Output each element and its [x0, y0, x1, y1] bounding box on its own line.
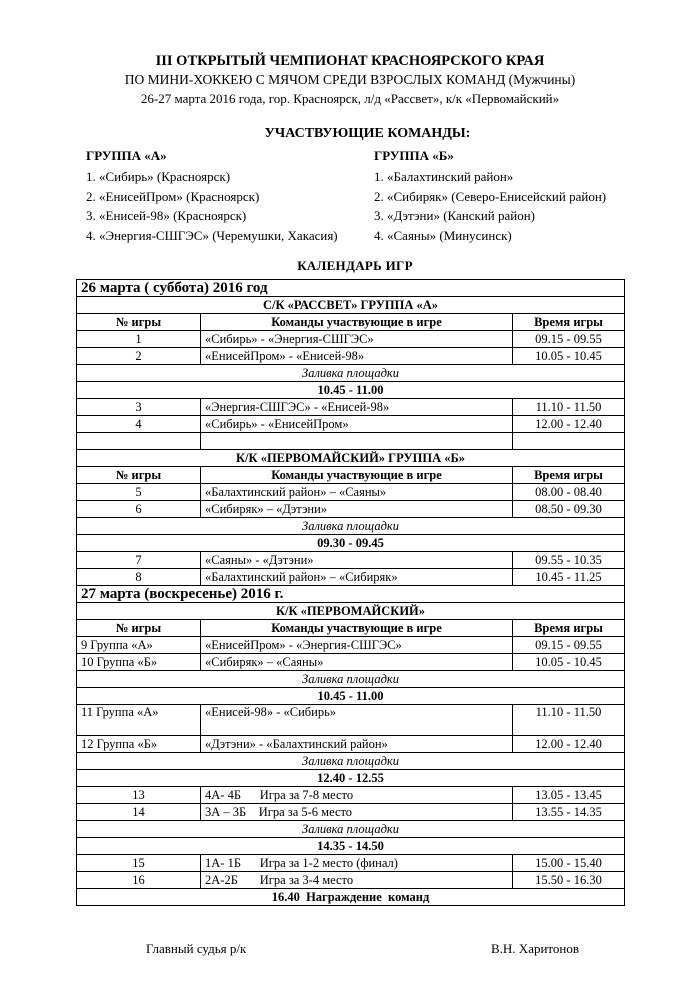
game-time: 08.50 - 09.30: [513, 501, 625, 518]
game-teams: «Енисей-98» - «Сибирь»: [201, 705, 513, 736]
game-teams: «Сибиряк» – «Саяны»: [201, 654, 513, 671]
game-num: 14: [77, 804, 201, 821]
venue-row: [77, 297, 625, 314]
judge-name: В.Н. Харитонов: [491, 941, 580, 956]
break-row: [77, 821, 625, 838]
table-row: [77, 705, 625, 736]
break-time-row: [77, 535, 625, 552]
game-time: 13.05 - 13.45: [513, 787, 625, 804]
venue-row: [77, 450, 625, 467]
group-a: [86, 148, 338, 245]
col-time-header: Время игры: [513, 467, 625, 484]
group-a-team: 1. «Сибирь» (Красноярск): [86, 169, 231, 184]
game-num: 15: [77, 855, 201, 872]
break-time-row: [77, 838, 625, 855]
game-time: 12.00 - 12.40: [513, 736, 625, 753]
game-time: 10.45 - 11.25: [513, 569, 625, 586]
calendar-title: КАЛЕНДАРЬ ИГР: [297, 258, 413, 273]
col-time-header: Время игры: [513, 314, 625, 331]
game-num: 16: [77, 872, 201, 889]
venue-title: К/К «ПЕРВОМАЙСКИЙ» ГРУППА «Б»: [77, 450, 625, 467]
break-row: [77, 753, 625, 770]
game-teams: «Балахтинский район» – «Сибиряк»: [201, 569, 513, 586]
table-row: [77, 348, 625, 365]
table-row: [77, 654, 625, 671]
table-row: [77, 872, 625, 889]
game-time: 10.05 - 10.45: [513, 348, 625, 365]
group-b-team: 1. «Балахтинский район»: [374, 169, 514, 184]
table-row: [77, 736, 625, 753]
break-time: 14.35 - 14.50: [77, 838, 625, 855]
group-a-team: 3. «Енисей-98» (Красноярск): [86, 208, 247, 223]
game-time: 11.10 - 11.50: [513, 705, 625, 736]
table-row: [77, 569, 625, 586]
break-time: 12.40 - 12.55: [77, 770, 625, 787]
break-time: 10.45 - 11.00: [77, 382, 625, 399]
game-teams: «Сибирь» - «Энергия-СШГЭС»: [201, 331, 513, 348]
table-row: [77, 637, 625, 654]
col-num-header: № игры: [77, 467, 201, 484]
break-row: [77, 365, 625, 382]
day-row: [77, 280, 625, 297]
teams-title: УЧАСТВУЮЩИЕ КОМАНДЫ:: [264, 126, 471, 141]
doc-date-venue: 26-27 марта 2016 года, гор. Красноярск, л/д «Рассвет», к/к «Первомайский»: [140, 91, 560, 106]
break-row: [77, 518, 625, 535]
col-teams-header: Команды участвующие в игре: [201, 314, 513, 331]
group-a-team: 2. «ЕнисейПром» (Красноярск): [86, 188, 260, 204]
day-row: [77, 586, 625, 603]
game-num: 7: [77, 552, 201, 569]
col-num-header: № игры: [77, 314, 201, 331]
break-time-row: [77, 688, 625, 705]
game-time: 10.05 - 10.45: [513, 654, 625, 671]
header-row: [77, 467, 625, 484]
table-row: [77, 855, 625, 872]
table-row: [77, 484, 625, 501]
game-num: 2: [77, 348, 201, 365]
game-num: 10 Группа «Б»: [77, 654, 201, 671]
award-row: [77, 889, 625, 906]
game-teams: «Балахтинский район» – «Саяны»: [201, 484, 513, 501]
group-a-title: ГРУППА «А»: [86, 148, 167, 163]
game-teams: «Саяны» - «Дэтэни»: [201, 552, 513, 569]
judge-role: Главный судья р/к: [146, 941, 247, 956]
game-teams: 1А- 1Б Игра за 1-2 место (финал): [201, 855, 513, 872]
day1-title: 26 марта ( суббота) 2016 год: [77, 280, 625, 297]
venue-row: [77, 603, 625, 620]
award-ceremony: 16.40 Награждение команд: [77, 889, 625, 906]
header-row: [77, 314, 625, 331]
group-a-team: 4. «Энергия-СШГЭС» (Черемушки, Хакасия): [86, 227, 338, 243]
game-time: 15.50 - 16.30: [513, 872, 625, 889]
doc-title: III ОТКРЫТЫЙ ЧЕМПИОНАТ КРАСНОЯРСКОГО КРАЯ: [155, 53, 545, 69]
game-time: 09.15 - 09.55: [513, 331, 625, 348]
header-row: [77, 620, 625, 637]
game-time: 15.00 - 15.40: [513, 855, 625, 872]
game-teams: «Дэтэни» - «Балахтинский район»: [201, 736, 513, 753]
table-row: [77, 552, 625, 569]
game-teams: 2А-2Б Игра за 3-4 место: [201, 872, 513, 889]
game-num: 11 Группа «А»: [77, 705, 201, 736]
game-teams: «Энергия-СШГЭС» - «Енисей-98»: [201, 399, 513, 416]
break-label: Заливка площадки: [77, 821, 625, 838]
break-label: Заливка площадки: [77, 671, 625, 688]
break-label: Заливка площадки: [77, 753, 625, 770]
game-teams: 4А- 4Б Игра за 7-8 место: [201, 787, 513, 804]
day2-title: 27 марта (воскресенье) 2016 г.: [77, 586, 625, 603]
break-row: [77, 671, 625, 688]
break-label: Заливка площадки: [77, 518, 625, 535]
col-time-header: Время игры: [513, 620, 625, 637]
game-num: 12 Группа «Б»: [77, 736, 201, 753]
game-time: 13.55 - 14.35: [513, 804, 625, 821]
game-teams: «ЕнисейПром» - «Энергия-СШГЭС»: [201, 637, 513, 654]
game-teams: «Сибирь» - «ЕнисейПром»: [201, 416, 513, 433]
game-time: 08.00 - 08.40: [513, 484, 625, 501]
game-num: 4: [77, 416, 201, 433]
venue-title: К/К «ПЕРВОМАЙСКИЙ»: [77, 603, 625, 620]
game-num: 5: [77, 484, 201, 501]
game-num: 6: [77, 501, 201, 518]
game-time: 11.10 - 11.50: [513, 399, 625, 416]
break-time: 09.30 - 09.45: [77, 535, 625, 552]
group-b-title: ГРУППА «Б»: [374, 148, 454, 163]
doc-subtitle: ПО МИНИ-ХОККЕЮ С МЯЧОМ СРЕДИ ВЗРОСЛЫХ КОМАНД (Мужчины): [124, 72, 576, 87]
empty-row: [77, 433, 625, 450]
game-teams: «Сибиряк» – «Дэтэни»: [201, 501, 513, 518]
col-num-header: № игры: [77, 620, 201, 637]
group-b-team: 2. «Сибиряк» (Северо-Енисейский район): [374, 188, 607, 204]
group-b-team: 4. «Саяны» (Минусинск): [374, 227, 512, 243]
group-b: [374, 148, 606, 245]
empty-cell: [513, 433, 625, 450]
col-teams-header: Команды участвующие в игре: [201, 620, 513, 637]
table-row: [77, 331, 625, 348]
table-row: [77, 501, 625, 518]
game-teams: 3А – 3Б Игра за 5-6 место: [201, 804, 513, 821]
game-time: 09.15 - 09.55: [513, 637, 625, 654]
schedule-table: [76, 279, 625, 906]
venue-title: С/К «РАССВЕТ» ГРУППА «А»: [77, 297, 625, 314]
break-time-row: [77, 382, 625, 399]
game-num: 13: [77, 787, 201, 804]
game-num: 8: [77, 569, 201, 586]
break-label: Заливка площадки: [77, 365, 625, 382]
table-row: [77, 416, 625, 433]
game-time: 12.00 - 12.40: [513, 416, 625, 433]
group-b-team: 3. «Дэтэни» (Канский район): [374, 208, 536, 223]
game-time: 09.55 - 10.35: [513, 552, 625, 569]
break-time-row: [77, 770, 625, 787]
game-num: 1: [77, 331, 201, 348]
break-time: 10.45 - 11.00: [77, 688, 625, 705]
empty-cell: [77, 433, 201, 450]
col-teams-header: Команды участвующие в игре: [201, 467, 513, 484]
game-num: 3: [77, 399, 201, 416]
game-num: 9 Группа «А»: [77, 637, 201, 654]
table-row: [77, 804, 625, 821]
table-row: [77, 787, 625, 804]
empty-cell: [201, 433, 513, 450]
table-row: [77, 399, 625, 416]
game-teams: «ЕнисейПром» - «Енисей-98»: [201, 348, 513, 365]
